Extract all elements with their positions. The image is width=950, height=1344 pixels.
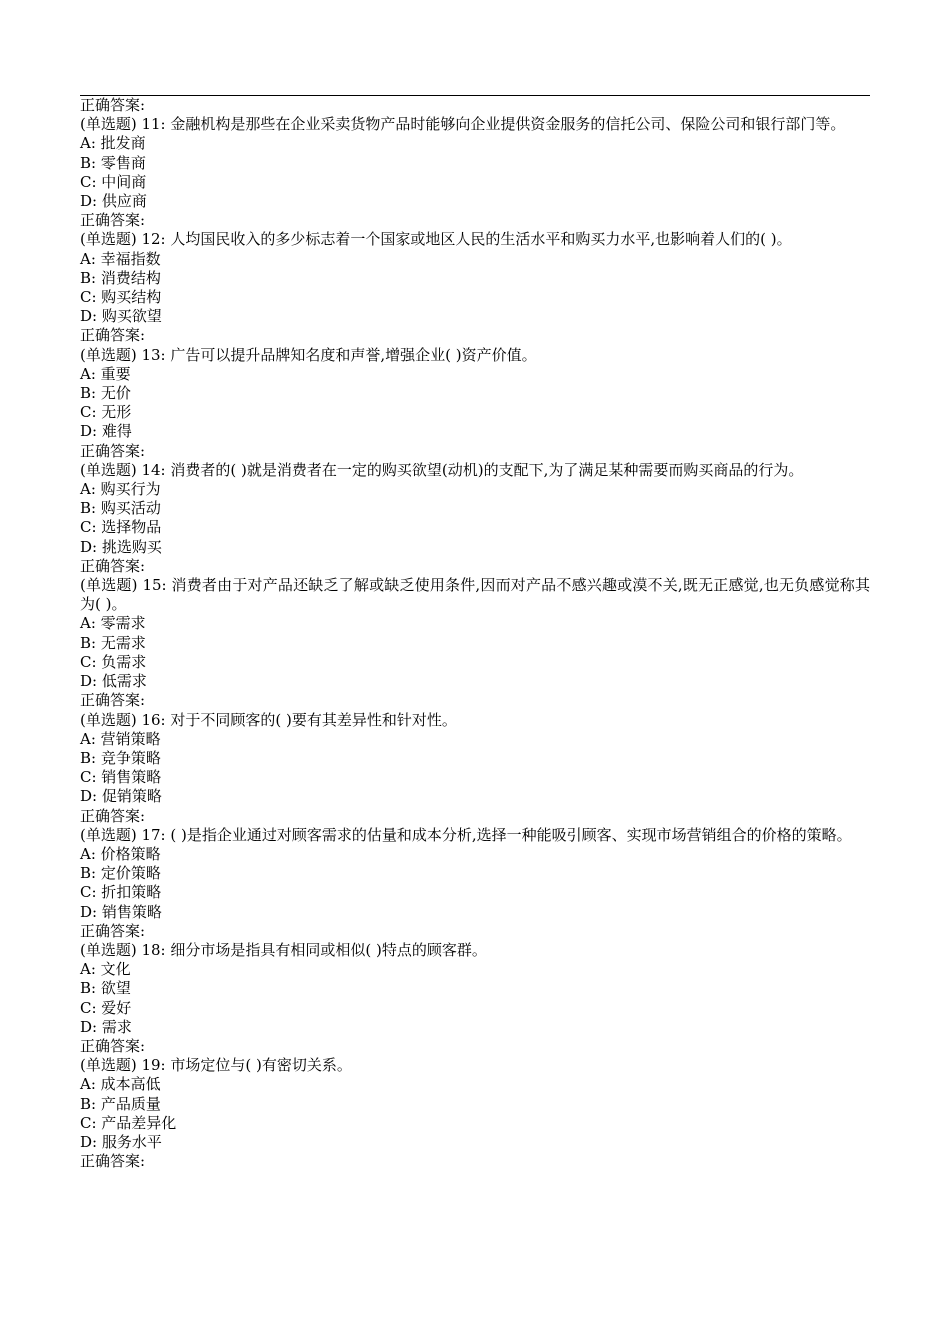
question-text	[80, 346, 870, 365]
option-item: A: 幸福指数	[80, 249, 161, 268]
question-prefix: (单选题) 11:	[80, 115, 171, 134]
option-item: B: 无需求	[80, 633, 146, 652]
question-text	[80, 1056, 870, 1075]
question-body: 对于不同顾客的( )要有其差异性和针对性。	[170, 710, 457, 729]
option-item: B: 欲望	[80, 979, 131, 998]
option-item: C: 无形	[80, 403, 132, 422]
question-body: ( )是指企业通过对顾客需求的估量和成本分析,选择一种能吸引顾客、实现市场营销组合的价格的策略。	[170, 825, 852, 844]
answer-label: 正确答案:	[80, 806, 146, 825]
question-block	[80, 230, 870, 345]
option-item: D: 挑选购买	[80, 537, 162, 556]
answer-label: 正确答案:	[80, 96, 146, 114]
question-prefix: (单选题) 16:	[80, 710, 171, 729]
question-text	[80, 461, 870, 480]
question-text	[80, 230, 870, 249]
option-item: A: 批发商	[80, 134, 146, 153]
question-text	[80, 115, 870, 134]
answer-label: 正确答案:	[80, 326, 146, 345]
answer-label: 正确答案:	[80, 211, 146, 230]
option-item: D: 服务水平	[80, 1132, 162, 1151]
answer-label: 正确答案:	[80, 691, 146, 710]
option-item: D: 需求	[80, 1017, 132, 1036]
answer-label: 正确答案:	[80, 1152, 146, 1171]
option-item: B: 竞争策略	[80, 748, 161, 767]
question-block	[80, 576, 870, 710]
question-block	[80, 346, 870, 461]
option-item: C: 选择物品	[80, 518, 162, 537]
question-body: 细分市场是指具有相同或相似( )特点的顾客群。	[170, 940, 487, 959]
option-item: A: 购买行为	[80, 480, 161, 499]
question-block	[80, 115, 870, 230]
option-item: D: 供应商	[80, 192, 147, 211]
question-body: 消费者由于对产品还缺乏了解或缺乏使用条件,因而对产品不感兴趣或漠不关,既无正感觉,也无负感觉称其为( )。	[80, 576, 870, 614]
question-prefix: (单选题) 13:	[80, 345, 171, 364]
question-body: 市场定位与( )有密切关系。	[170, 1056, 352, 1075]
option-item: C: 产品差异化	[80, 1113, 177, 1132]
option-item: A: 重要	[80, 364, 131, 383]
option-item: C: 爱好	[80, 998, 132, 1017]
question-block	[80, 941, 870, 1056]
question-body: 广告可以提升品牌知名度和声誉,增强企业( )资产价值。	[170, 345, 537, 364]
question-body: 人均国民收入的多少标志着一个国家或地区人民的生活水平和购买力水平,也影响着人们的( )。	[170, 230, 792, 249]
option-item: B: 零售商	[80, 153, 146, 172]
answer-label: 正确答案:	[80, 1036, 146, 1055]
option-item: B: 消费结构	[80, 268, 161, 287]
option-item: C: 购买结构	[80, 288, 162, 307]
option-item: B: 无价	[80, 384, 131, 403]
question-block	[80, 1056, 870, 1171]
question-prefix: (单选题) 14:	[80, 460, 171, 479]
question-block	[80, 826, 870, 941]
question-text	[80, 826, 870, 845]
question-text	[80, 576, 870, 614]
question-list	[80, 115, 870, 1171]
answer-label: 正确答案:	[80, 921, 146, 940]
option-item: D: 低需求	[80, 672, 147, 691]
option-item: D: 促销策略	[80, 787, 162, 806]
document-page	[80, 95, 870, 1171]
question-body: 金融机构是那些在企业采卖货物产品时能够向企业提供资金服务的信托公司、保险公司和银行部门等。	[170, 115, 846, 134]
option-item: A: 文化	[80, 960, 131, 979]
option-item: D: 销售策略	[80, 902, 162, 921]
question-text	[80, 941, 870, 960]
option-item: C: 销售策略	[80, 768, 162, 787]
question-block	[80, 711, 870, 826]
question-prefix: (单选题) 15:	[80, 576, 172, 595]
option-item: A: 零需求	[80, 614, 146, 633]
question-body: 消费者的( )就是消费者在一定的购买欲望(动机)的支配下,为了满足某种需要而购买商品的行为。	[170, 460, 804, 479]
option-item: C: 中间商	[80, 172, 147, 191]
option-item: A: 价格策略	[80, 844, 161, 863]
option-item: B: 定价策略	[80, 864, 161, 883]
answer-label: 正确答案:	[80, 556, 146, 575]
question-prefix: (单选题) 18:	[80, 940, 171, 959]
answer-label: 正确答案:	[80, 441, 146, 460]
question-prefix: (单选题) 12:	[80, 230, 171, 249]
question-prefix: (单选题) 17:	[80, 825, 171, 844]
option-item: D: 购买欲望	[80, 307, 162, 326]
option-item: C: 负需求	[80, 652, 147, 671]
option-item: B: 购买活动	[80, 499, 161, 518]
option-item: A: 成本高低	[80, 1075, 161, 1094]
option-item: C: 折扣策略	[80, 883, 162, 902]
option-item: A: 营销策略	[80, 729, 161, 748]
question-text	[80, 711, 870, 730]
question-prefix: (单选题) 19:	[80, 1056, 171, 1075]
question-block	[80, 461, 870, 576]
option-item: B: 产品质量	[80, 1094, 161, 1113]
option-item: D: 难得	[80, 422, 132, 441]
